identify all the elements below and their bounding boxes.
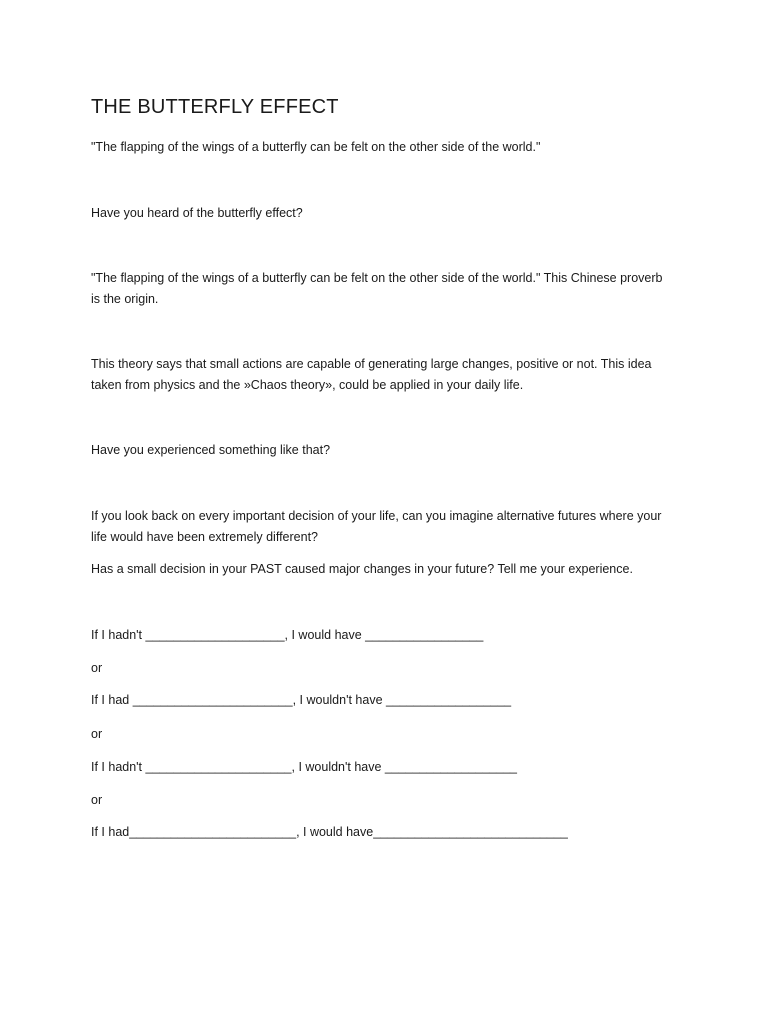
document-title: THE BUTTERFLY EFFECT (91, 96, 339, 118)
lookback-line-2: life would have been extremely different? (91, 530, 318, 544)
theory-line-2: taken from physics and the »Chaos theory», could be applied in your daily life. (91, 378, 524, 392)
fill-in-sentence-4: If I had________________________, I would have____________________________ (91, 825, 568, 839)
opening-quote: "The flapping of the wings of a butterfly can be felt on the other side of the world." (91, 140, 541, 154)
fill-in-sentence-2: If I had _______________________, I wouldn't have __________________ (91, 693, 512, 707)
proverb-line-1: "The flapping of the wings of a butterfly can be felt on the other side of the world." This Chinese proverb (91, 271, 663, 285)
fill-in-sentence-3: If I hadn't _____________________, I wouldn't have ___________________ (91, 760, 517, 774)
past-question: Has a small decision in your PAST caused major changes in your future? Tell me your experience. (91, 562, 633, 576)
question-butterfly-effect: Have you heard of the butterfly effect? (91, 206, 303, 220)
or-separator: or (91, 727, 103, 741)
proverb-line-2: is the origin. (91, 292, 159, 306)
lookback-line-1: If you look back on every important decision of your life, can you imagine alternative futures where your (91, 509, 662, 523)
or-separator: or (91, 793, 103, 807)
fill-in-sentence-1: If I hadn't ____________________, I would have _________________ (91, 628, 484, 642)
question-experienced: Have you experienced something like that? (91, 443, 331, 457)
or-separator: or (91, 661, 103, 675)
theory-line-1: This theory says that small actions are capable of generating large changes, positive or not. This idea (91, 357, 652, 371)
